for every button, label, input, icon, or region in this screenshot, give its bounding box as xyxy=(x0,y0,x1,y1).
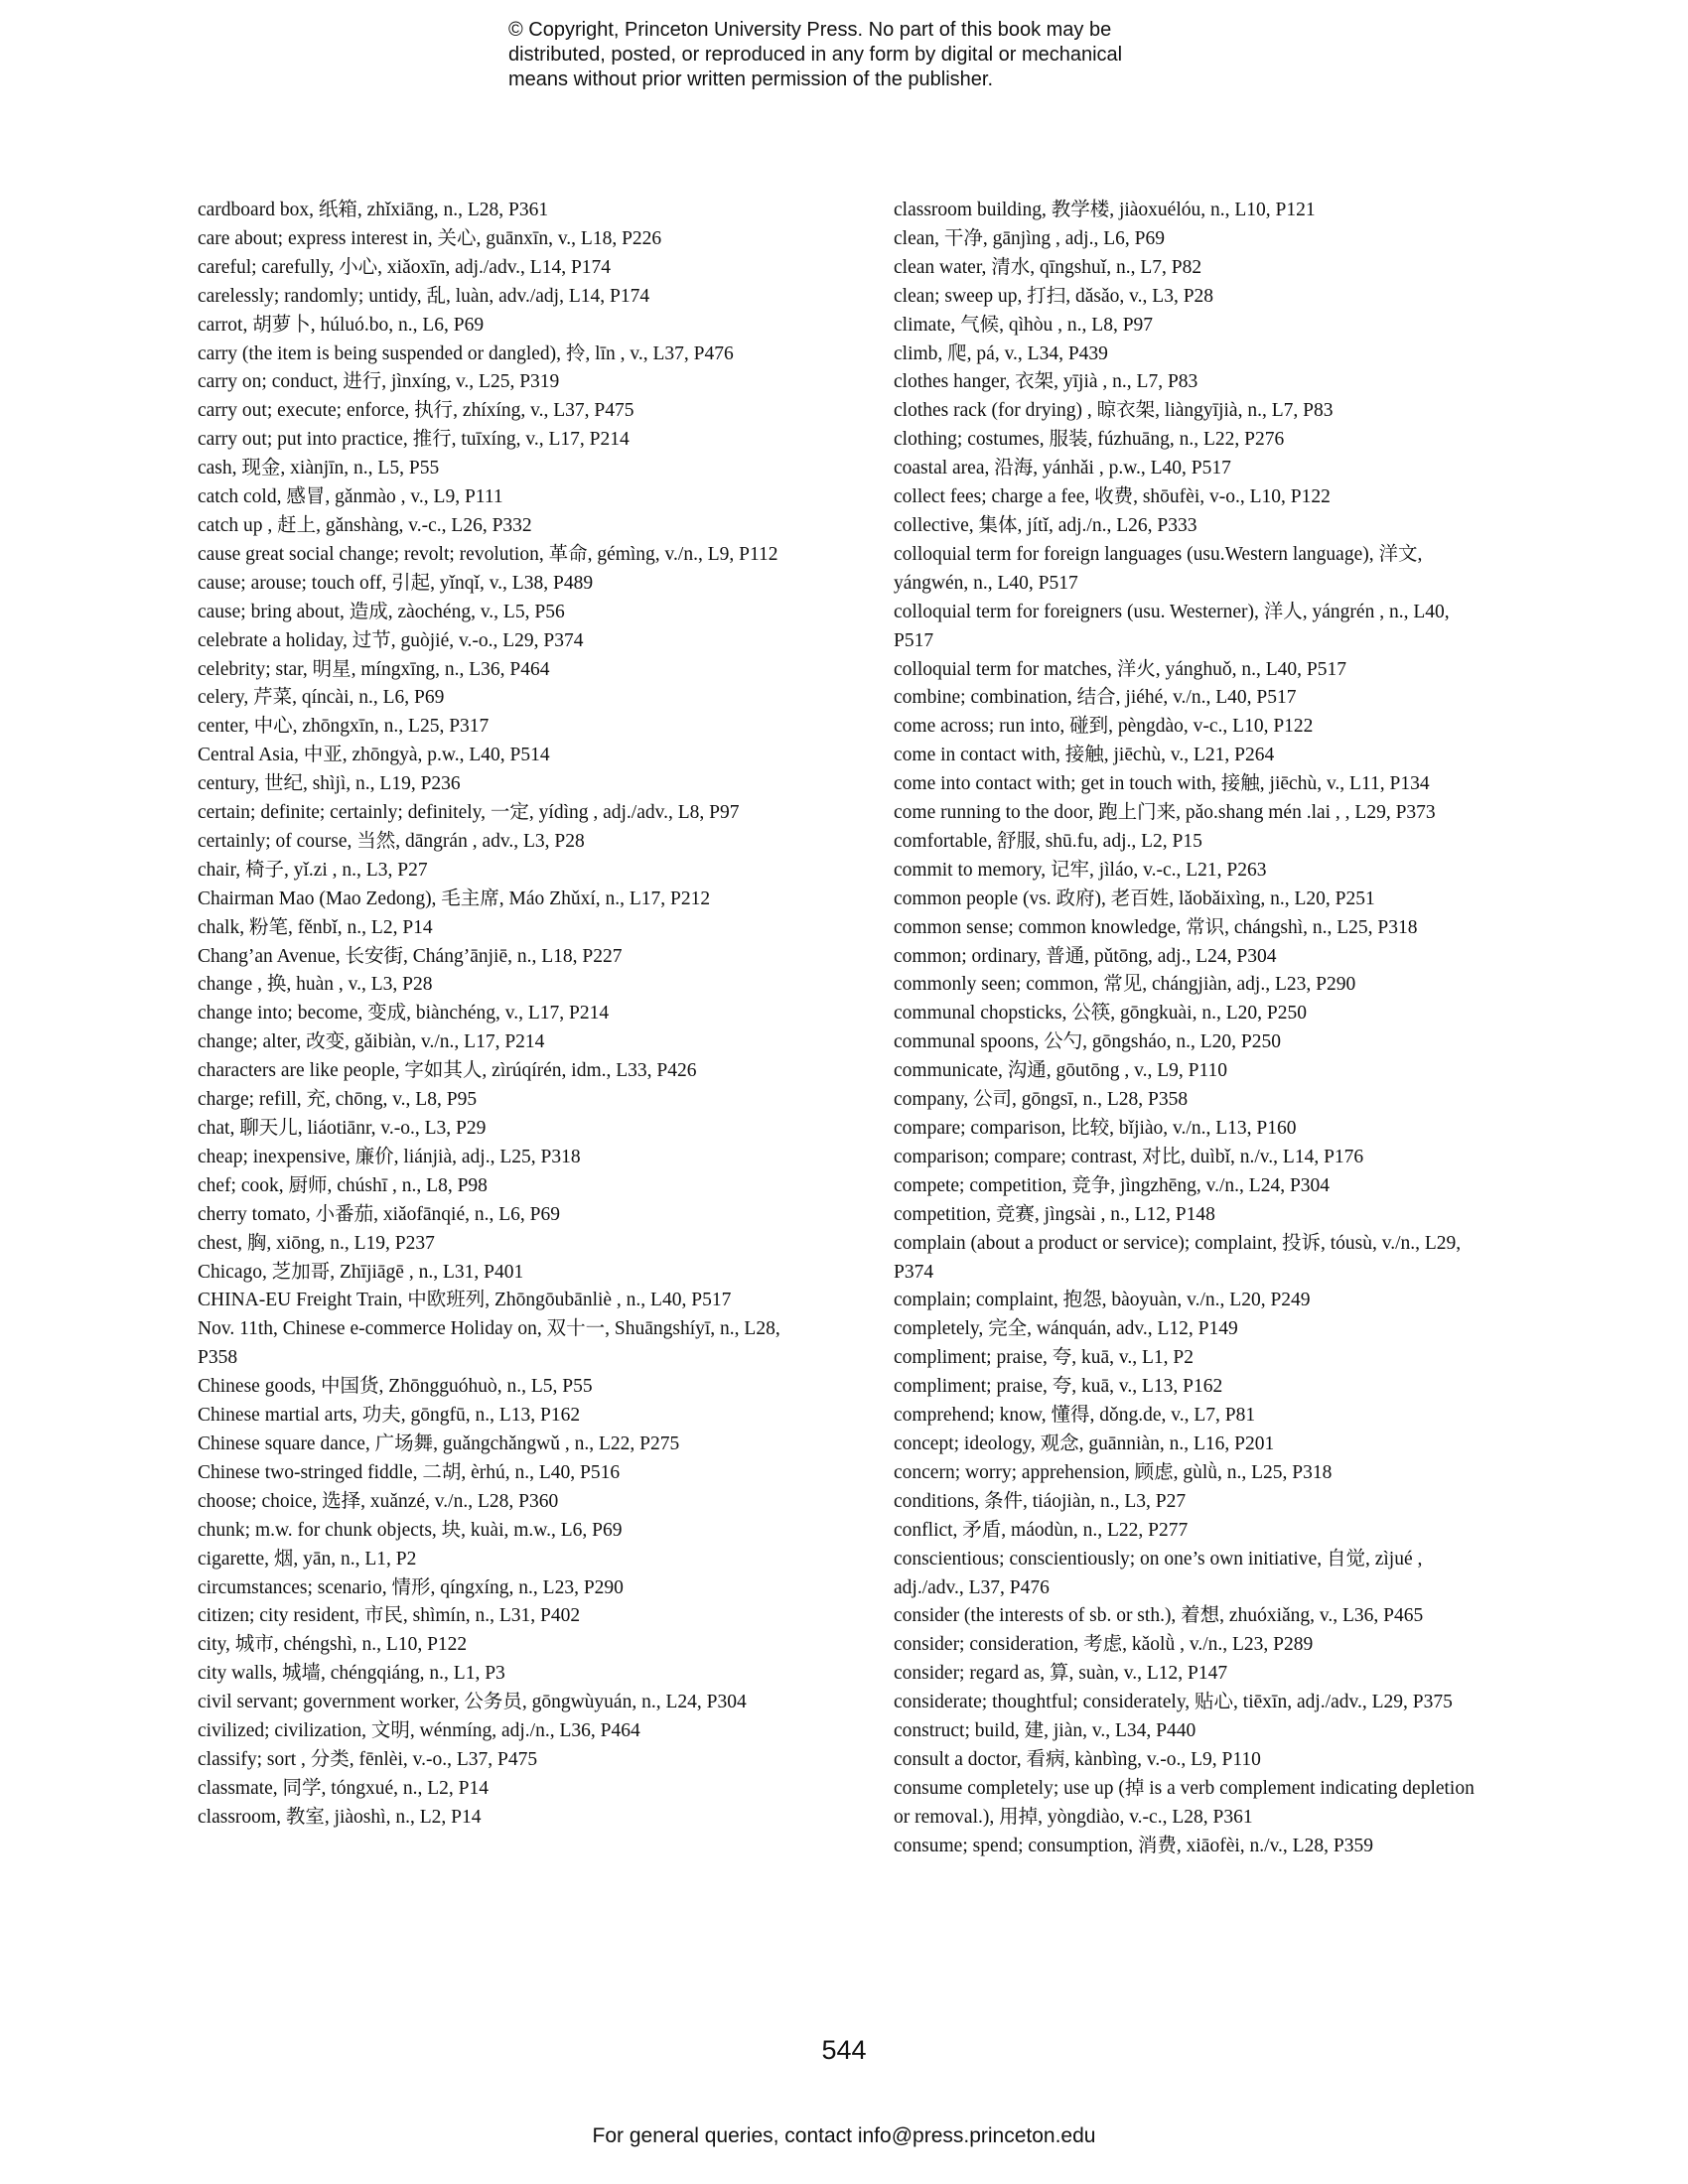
glossary-entry: Nov. 11th, Chinese e-commerce Holiday on, 双十一, Shuāngshíyī, n., L28, P358 xyxy=(198,1318,780,1369)
glossary-entry: Chang’an Avenue, 长安街, Cháng’ānjiē, n., L18, P227 xyxy=(198,945,623,967)
glossary-entry: comfortable, 舒服, shū.fu, adj., L2, P15 xyxy=(894,830,1202,852)
glossary-entry: common; ordinary, 普通, pǔtōng, adj., L24, P304 xyxy=(894,945,1277,967)
glossary-entry: chest, 胸, xiōng, n., L19, P237 xyxy=(198,1232,435,1254)
glossary-entry: colloquial term for matches, 洋火, yánghuǒ, n., L40, P517 xyxy=(894,658,1347,680)
glossary-entry: carry out; execute; enforce, 执行, zhíxíng, v., L37, P475 xyxy=(198,400,634,422)
glossary-entry: cash, 现金, xiànjīn, n., L5, P55 xyxy=(198,458,440,479)
glossary-entry: Chicago, 芝加哥, Zhījiāgē , n., L31, P401 xyxy=(198,1261,524,1283)
glossary-entry: certainly; of course, 当然, dāngrán , adv., L3, P28 xyxy=(198,830,585,852)
glossary-entry: civil servant; government worker, 公务员, gōngwùyuán, n., L24, P304 xyxy=(198,1692,747,1713)
glossary-entry: considerate; thoughtful; considerately, 贴心, tiēxīn, adj./adv., L29, P375 xyxy=(894,1692,1453,1713)
glossary-entry: completely, 完全, wánquán, adv., L12, P149 xyxy=(894,1318,1238,1340)
glossary-entry: CHINA-EU Freight Train, 中欧班列, Zhōngōubānliè , n., L40, P517 xyxy=(198,1290,732,1311)
glossary-entry: celebrate a holiday, 过节, guòjié, v.-o., L29, P374 xyxy=(198,629,584,651)
glossary-entry: conscientious; conscientiously; on one’s own initiative, 自觉, zìjué , adj./adv., L37, P476 xyxy=(894,1548,1423,1598)
copyright-line: means without prior written permission of the publisher. xyxy=(508,68,994,90)
copyright-notice xyxy=(508,18,1223,92)
glossary-entry: collect fees; charge a fee, 收费, shōufèi, v-o., L10, P122 xyxy=(894,486,1331,508)
glossary-entry: chalk, 粉笔, fěnbǐ, n., L2, P14 xyxy=(198,916,433,938)
glossary-entry: city walls, 城墙, chéngqiáng, n., L1, P3 xyxy=(198,1663,505,1685)
glossary-entry: change; alter, 改变, gǎibiàn, v./n., L17, P214 xyxy=(198,1031,545,1053)
glossary-entry: compete; competition, 竞争, jìngzhēng, v./n., L24, P304 xyxy=(894,1174,1331,1196)
glossary-entry: clothes hanger, 衣架, yījià , n., L7, P83 xyxy=(894,371,1198,393)
glossary-entry: compliment; praise, 夸, kuā, v., L13, P162 xyxy=(894,1376,1223,1398)
glossary-entry: complain; complaint, 抱怨, bàoyuàn, v./n., L20, P249 xyxy=(894,1290,1311,1311)
glossary-entry: classify; sort , 分类, fēnlèi, v.-o., L37, P475 xyxy=(198,1748,538,1770)
glossary-entry: conditions, 条件, tiáojiàn, n., L3, P27 xyxy=(894,1490,1187,1512)
glossary-entry: change , 换, huàn , v., L3, P28 xyxy=(198,974,433,996)
glossary-entry: come into contact with; get in touch with, 接触, jiēchù, v., L11, P134 xyxy=(894,773,1430,795)
glossary-entry: civilized; civilization, 文明, wénmíng, adj./n., L36, P464 xyxy=(198,1720,640,1742)
glossary-entry: cardboard box, 纸箱, zhǐxiāng, n., L28, P361 xyxy=(198,200,549,220)
glossary-entry: century, 世纪, shìjì, n., L19, P236 xyxy=(198,773,461,795)
glossary-entry: celebrity; star, 明星, míngxīng, n., L36, P464 xyxy=(198,658,550,680)
glossary-entry: climb, 爬, pá, v., L34, P439 xyxy=(894,342,1108,364)
glossary-entry: Central Asia, 中亚, zhōngyà, p.w., L40, P514 xyxy=(198,745,550,766)
glossary-entry: concern; worry; apprehension, 顾虑, gùlǜ, n., L25, P318 xyxy=(894,1461,1333,1483)
glossary-entry: cause; bring about, 造成, zàochéng, v., L5, P56 xyxy=(198,601,565,622)
glossary-entry: cause; arouse; touch off, 引起, yǐnqǐ, v., L38, P489 xyxy=(198,572,594,594)
glossary-entry: climate, 气候, qìhòu , n., L8, P97 xyxy=(894,314,1154,336)
glossary-entry: catch cold, 感冒, gǎnmào , v., L9, P111 xyxy=(198,486,503,508)
glossary-entry: chunk; m.w. for chunk objects, 块, kuài, m.w., L6, P69 xyxy=(198,1519,623,1541)
glossary-entry: cigarette, 烟, yān, n., L1, P2 xyxy=(198,1548,417,1570)
glossary-entry: chair, 椅子, yǐ.zi , n., L3, P27 xyxy=(198,859,428,881)
glossary-entry: cheap; inexpensive, 廉价, liánjià, adj., L25, P318 xyxy=(198,1146,581,1167)
glossary-entry: classroom, 教室, jiàoshì, n., L2, P14 xyxy=(198,1806,482,1828)
glossary-entry: clothing; costumes, 服装, fúzhuāng, n., L22, P276 xyxy=(894,429,1285,451)
glossary-entry: carrot, 胡萝卜, húluó.bo, n., L6, P69 xyxy=(198,314,485,336)
glossary-entry: coastal area, 沿海, yánhǎi , p.w., L40, P517 xyxy=(894,458,1231,479)
glossary-entry: commit to memory, 记牢, jìláo, v.-c., L21, P263 xyxy=(894,859,1267,881)
glossary-entry: company, 公司, gōngsī, n., L28, P358 xyxy=(894,1089,1189,1111)
glossary-entry: concept; ideology, 观念, guānniàn, n., L16, P201 xyxy=(894,1433,1275,1454)
glossary-entry: complain (about a product or service); complaint, 投诉, tóusù, v./n., L29, P374 xyxy=(894,1232,1462,1283)
glossary-entry: come in contact with, 接触, jiēchù, v., L21, P264 xyxy=(894,745,1275,766)
glossary-entry: clean water, 清水, qīngshuǐ, n., L7, P82 xyxy=(894,256,1202,278)
glossary-entry: clean; sweep up, 打扫, dǎsǎo, v., L3, P28 xyxy=(894,285,1214,307)
glossary-entry: commonly seen; common, 常见, chángjiàn, adj., L23, P290 xyxy=(894,974,1356,996)
glossary-entry: consult a doctor, 看病, kànbìng, v.-o., L9, P110 xyxy=(894,1748,1261,1770)
glossary-entry: comparison; compare; contrast, 对比, duìbǐ, n./v., L14, P176 xyxy=(894,1146,1364,1167)
glossary-entry: Chairman Mao (Mao Zedong), 毛主席, Máo Zhǔxí, n., L17, P212 xyxy=(198,887,711,909)
glossary-entry: communicate, 沟通, gōutōng , v., L9, P110 xyxy=(894,1060,1227,1082)
glossary-entry: collective, 集体, jítǐ, adj./n., L26, P333 xyxy=(894,514,1197,536)
glossary-entry: cherry tomato, 小番茄, xiǎofānqié, n., L6, P69 xyxy=(198,1203,561,1225)
glossary-entry: compare; comparison, 比较, bǐjiào, v./n., L13, P160 xyxy=(894,1118,1297,1139)
glossary-entry: certain; definite; certainly; definitely, 一定, yídìng , adj./adv., L8, P97 xyxy=(198,802,740,824)
glossary-entry: consume; spend; consumption, 消费, xiāofèi, n./v., L28, P359 xyxy=(894,1835,1373,1856)
glossary-entry: consume completely; use up (掉 is a verb complement indicating depletion or removal.), 用掉, yòngdiào, v.-c., L28, P361 xyxy=(894,1777,1475,1828)
glossary-entry: conflict, 矛盾, máodùn, n., L22, P277 xyxy=(894,1519,1189,1541)
glossary-entry: classmate, 同学, tóngxué, n., L2, P14 xyxy=(198,1777,490,1799)
glossary-entry: carry on; conduct, 进行, jìnxíng, v., L25, P319 xyxy=(198,371,560,393)
glossary-entry: clean, 干净, gānjìng , adj., L6, P69 xyxy=(894,227,1165,249)
glossary-entry: come across; run into, 碰到, pèngdào, v-c., L10, P122 xyxy=(894,716,1314,738)
glossary-entry: classroom building, 教学楼, jiàoxuélóu, n., L10, P121 xyxy=(894,200,1316,220)
glossary-entry: comprehend; know, 懂得, dǒng.de, v., L7, P81 xyxy=(894,1405,1256,1427)
glossary-entry: common people (vs. 政府), 老百姓, lǎobǎixìng, n., L20, P251 xyxy=(894,887,1375,909)
glossary-entry: carry (the item is being suspended or dangled), 拎, līn , v., L37, P476 xyxy=(198,342,734,364)
glossary-entry: clothes rack (for drying) , 晾衣架, liàngyījià, n., L7, P83 xyxy=(894,400,1334,422)
copyright-line: © Copyright, Princeton University Press. No part of this book may be xyxy=(508,19,1112,41)
glossary-entry: carelessly; randomly; untidy, 乱, luàn, adv./adj, L14, P174 xyxy=(198,285,650,307)
glossary-entry: center, 中心, zhōngxīn, n., L25, P317 xyxy=(198,716,490,738)
glossary-entry: care about; express interest in, 关心, guānxīn, v., L18, P226 xyxy=(198,227,662,249)
glossary-entry: charge; refill, 充, chōng, v., L8, P95 xyxy=(198,1089,478,1111)
glossary-entry: colloquial term for foreigners (usu. Westerner), 洋人, yángrén , n., L40, P517 xyxy=(894,601,1450,651)
glossary-entry: celery, 芹菜, qíncài, n., L6, P69 xyxy=(198,687,445,709)
footer-contact: For general queries, contact info@press.princeton.edu xyxy=(592,2124,1096,2147)
glossary-entry: competition, 竞赛, jìngsài , n., L12, P148 xyxy=(894,1203,1215,1225)
glossary-entry: chef; cook, 厨师, chúshī , n., L8, P98 xyxy=(198,1174,488,1196)
glossary-entry: communal spoons, 公勺, gōngsháo, n., L20, P250 xyxy=(894,1031,1281,1053)
glossary-entry: Chinese square dance, 广场舞, guǎngchǎngwǔ , n., L22, P275 xyxy=(198,1433,680,1454)
glossary-entry: circumstances; scenario, 情形, qíngxíng, n., L23, P290 xyxy=(198,1576,624,1598)
glossary-entry: Chinese goods, 中国货, Zhōngguóhuò, n., L5, P55 xyxy=(198,1376,593,1398)
glossary-entry: catch up , 赶上, gǎnshàng, v.-c., L26, P332 xyxy=(198,514,532,536)
glossary-entry: Chinese two-stringed fiddle, 二胡, èrhú, n., L40, P516 xyxy=(198,1461,621,1483)
glossary-right-column xyxy=(894,197,1489,1861)
glossary-entry: combine; combination, 结合, jiéhé, v./n., L40, P517 xyxy=(894,687,1297,709)
copyright-line: distributed, posted, or reproduced in any form by digital or mechanical xyxy=(508,44,1123,66)
glossary-left-column xyxy=(198,197,793,1833)
glossary-entry: carry out; put into practice, 推行, tuīxíng, v., L17, P214 xyxy=(198,429,630,451)
glossary-entry: cause great social change; revolt; revolution, 革命, gémìng, v./n., L9, P112 xyxy=(198,543,778,565)
glossary-entry: common sense; common knowledge, 常识, chángshì, n., L25, P318 xyxy=(894,916,1418,938)
page-number: 544 xyxy=(821,2035,867,2065)
glossary-entry: construct; build, 建, jiàn, v., L34, P440 xyxy=(894,1720,1196,1742)
glossary-entry: choose; choice, 选择, xuǎnzé, v./n., L28, P360 xyxy=(198,1490,559,1512)
glossary-entry: citizen; city resident, 市民, shìmín, n., L31, P402 xyxy=(198,1605,581,1627)
glossary-entry: compliment; praise, 夸, kuā, v., L1, P2 xyxy=(894,1347,1195,1369)
glossary-entry: chat, 聊天儿, liáotiānr, v.-o., L3, P29 xyxy=(198,1118,487,1139)
glossary-entry: Chinese martial arts, 功夫, gōngfū, n., L13, P162 xyxy=(198,1405,581,1427)
glossary-entry: characters are like people, 字如其人, zìrúqírén, idm., L33, P426 xyxy=(198,1060,697,1082)
glossary-entry: consider; regard as, 算, suàn, v., L12, P147 xyxy=(894,1663,1228,1685)
glossary-entry: careful; carefully, 小心, xiǎoxīn, adj./adv., L14, P174 xyxy=(198,256,612,278)
glossary-entry: change into; become, 变成, biànchéng, v., L17, P214 xyxy=(198,1003,610,1024)
glossary-entry: city, 城市, chéngshì, n., L10, P122 xyxy=(198,1634,468,1656)
glossary-entry: consider; consideration, 考虑, kǎolǜ , v./n., L23, P289 xyxy=(894,1634,1314,1656)
glossary-entry: consider (the interests of sb. or sth.), 着想, zhuóxiǎng, v., L36, P465 xyxy=(894,1605,1424,1627)
glossary-entry: communal chopsticks, 公筷, gōngkuài, n., L20, P250 xyxy=(894,1003,1307,1024)
glossary-entry: come running to the door, 跑上门来, pǎo.shang mén .lai , , L29, P373 xyxy=(894,802,1436,824)
glossary-entry: colloquial term for foreign languages (usu.Western language), 洋文, yángwén, n., L40, P517 xyxy=(894,543,1423,594)
